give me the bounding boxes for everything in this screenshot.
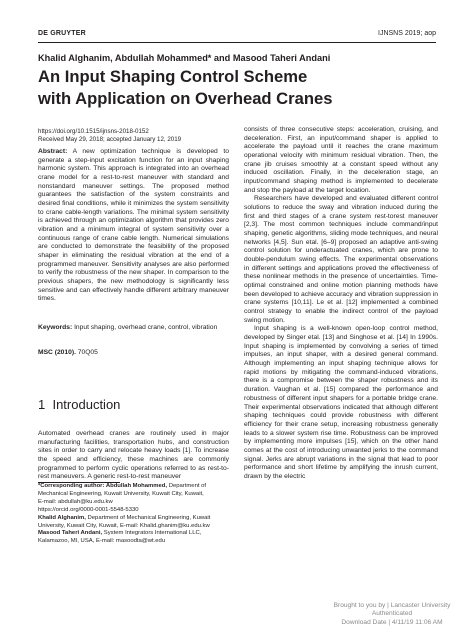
body-paragraph: Input shaping is a well-known open-loop control method, developed by Singer etal. [13] and Singhose et al. [14] In 1990s. Input shaping is implemented by convolving a series of timed impulses, an input shaper, with a desired general command. Although implementing an input shaping technique allows for rapid motions by mitigating the command-induced vibrations, there is a compromise between the shaper robustness and its duration. Vaughan et al. [15] compared the performance and robustness of different input shapers for a portable bridge crane. Their experimental observations indicated that although different shaping techniques could provide robustness with different efficiency for their crane setup, increasing robustness generally leads to a slower system rise time. Robustness can be improved by implementing more impulses [15], which on the other hand comes at the cost of introducing unwanted jerks to the command signal. Jerks are abrupt variations in the signal that lead to poor performance and short lifetime by amplifying the inrush current, drawn by the electric [244,325,438,480]
footnote-line [38,530,233,538]
header-rule [38,42,436,43]
section-number: 1 [38,397,46,412]
footnote-text: Kalamazoo, MI, USA, E-mail: masoodta@wt.edu [38,538,166,545]
footnote-text: Mechanical Engineering, Kuwait University, Kuwait City, Kuwait, [38,490,204,497]
stamp-line: Authenticated [371,610,413,618]
stamp-line: Brought to you by | Lancaster University [333,602,451,609]
footnote-line [38,538,233,546]
keywords-text [38,324,229,333]
footnote-name: Masood Taheri Andani, [38,530,103,537]
footnote-text: University, Kuwait City, Kuwait, E-mail: Khalid.ghanim@ku.edu.kw [38,522,210,529]
author-line: Khalid Alghanim, Abdullah Mohammed* and Masood Taheri Andani [38,53,331,63]
download-stamp [320,602,464,627]
keywords-list: Input shaping, overhead crane, control, vibration [74,324,218,331]
footnote-text: Department of [167,483,207,489]
footnote-line [38,515,233,523]
abstract-label: Abstract: [38,148,68,155]
body-paragraph: Researchers have developed and evaluated different control solutions to reduce the sway and vibration induced during the first and third stages of a crane system rest-torest maneuver [2,3]. The most common techniques include command/input shaping, genetic algorithms, sliding mode techniques, and neural networks [4,5]. Sun etal. [6–9] proposed an adaptive anti-swing control solution for underactuated cranes, which are prone to double-pendulum swing effects. The experimental observations in different settings and applications proved the effectiveness of these nonlinear methods in the presence of uncertainties. Time-optimal constrained and online motion planning methods have been developed to achieve accuracy and vibration suppression in crane systems [10,11]. Le et al. [12] implemented a combined control strategy to enable the indirect control of the payload swing motion. [244,195,438,324]
intro-paragraph [38,430,229,482]
msc-classification [38,349,229,358]
footnote-line [38,499,233,507]
footnote-text: E-mail: abdullah@ku.edu.kw [38,498,113,505]
right-column-text [244,126,438,482]
footnote-name: Khalid Alghanim, [38,514,86,521]
footnote-line [38,507,233,515]
title-line: with Application on Overhead Cranes [38,89,333,108]
paper-title [38,66,438,110]
introduction-text [38,430,229,482]
abstract [38,148,229,304]
footnote-line [38,523,233,531]
journal-reference: IJNSNS 2019; aop [378,30,436,37]
msc-code: 70Q05 [77,349,98,356]
article-meta [38,128,238,144]
footnote-text: https://orcid.org/0000-0001-5548-5330 [38,506,139,513]
footnote-line [38,491,233,499]
abstract-body: A new optimization technique is developed to generate a step-input excitation function for an input shaping harmonic system. This approach is integrated into an overhead crane model for a rest-to-rest maneuver with standard and nonstandard maneuver settings. The proposed method guarantees the satisfaction of the system constraints and desired final conditions, while it minimizes the system sensitivity to crane cable-length variations. The minimal system sensitivity is achieved through an optimization algorithm that provides zero vibration and a minimum integral of system sensitivity over a continuous range of crane cable length. Numerical simulations are conducted to demonstrate the feasibility of the proposed shaper in eliminating the residual vibration at the end of a programmed maneuver. Sensitivity analyses are also performed to verify the robustness of the new shaper. In comparison to the previous shapers, the new methodology is significantly less sensitive and can effectively handle different arbitrary maneuver times. [38,148,229,303]
stamp-line: Download Date | 4/11/19 11:06 AM [341,618,443,626]
footnote-text: System Integrators International LLC, [102,530,202,537]
footnote-name: *Corresponding author: Abdullah Mohammed, [38,483,168,489]
keywords-label: Keywords: [38,324,73,331]
running-header [38,30,436,42]
msc-label: MSC [38,349,53,356]
doi-link[interactable]: https://doi.org/10.1515/ijnsns-2018-0152 [38,128,149,135]
received-accepted-dates: Received May 29, 2018; accepted January 12, 2019 [38,136,182,144]
abstract-text [38,148,229,304]
keywords [38,324,229,333]
title-line: An Input Shaping Control Scheme [38,67,308,86]
publisher-name: DE GRUYTER [38,30,86,37]
msc-year: (2010). [54,349,76,356]
body-paragraph: consists of three consecutive steps: acceleration, cruising, and deceleration. First, an input/command shaper is applied to accelerate the payload until it reaches the crane maximum operational velocity with minimum residual vibration. Then, the crane jib cruises smoothly at a constant speed without any induced oscillation. Finally, in the deceleration stage, an input/command shaping method is implemented to decelerate and stop the payload at the target location. [244,126,438,194]
section-title: Introduction [52,397,121,412]
footnote-line [38,483,233,491]
author-footnote [38,483,233,546]
section-heading-introduction [38,397,120,412]
intro-body: Automated overhead cranes are routinely used in major manufacturing facilities, transportation hubs, and construction sites in order to carry and relocate heavy loads [1]. To increase the speed and efficiency, these machines are commonly programmed to perform cyclic operations referred to as rest-to-rest maneuvers. A generic rest-to-rest maneuver [38,430,229,481]
footnote-text: Department of Mechanical Engineering, Kuwait [85,514,211,521]
